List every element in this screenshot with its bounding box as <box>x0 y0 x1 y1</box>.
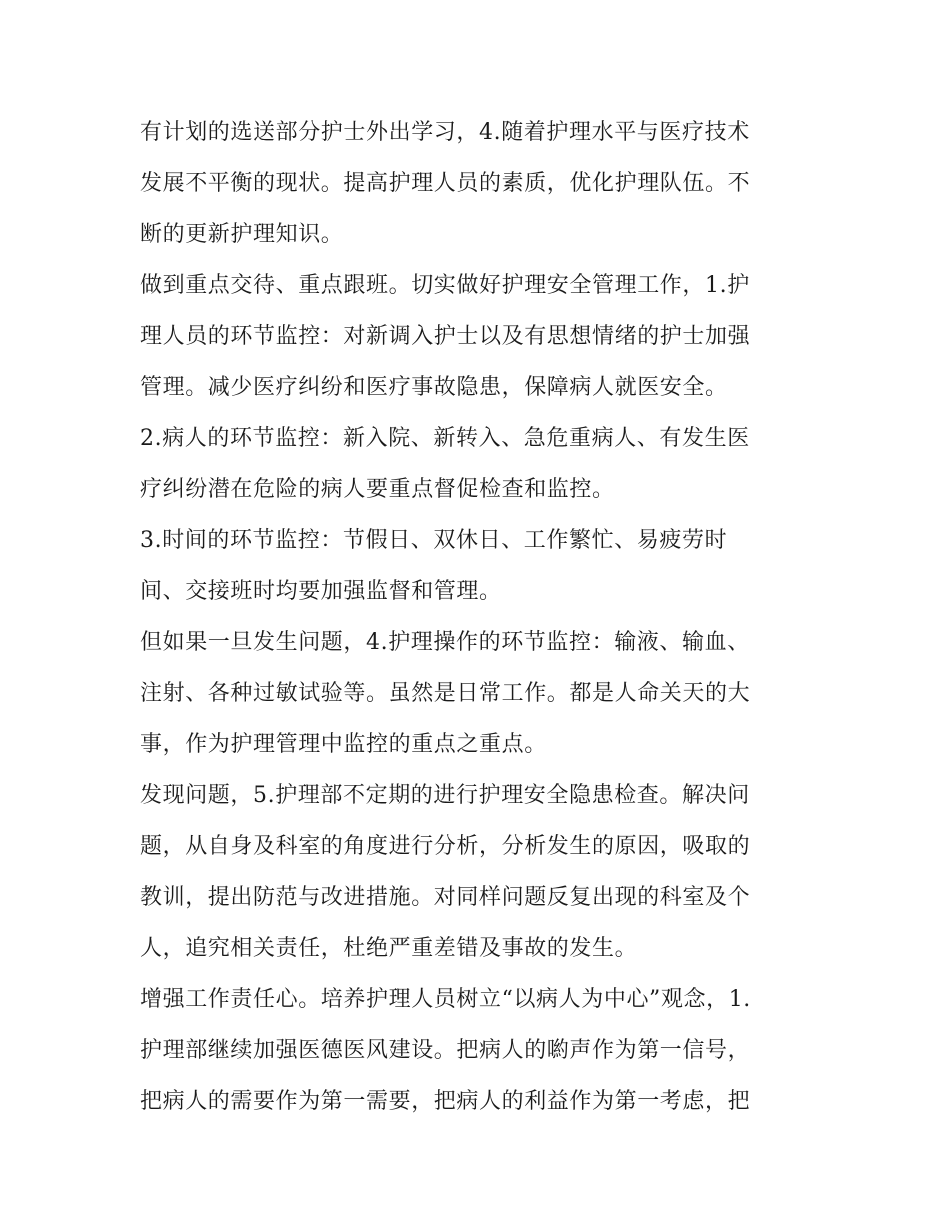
text-line: 把病人的需要作为第一需要，把病人的利益作为第一考虑，把 <box>140 1089 751 1114</box>
text-line: 有计划的选送部分护士外出学习，4.随着护理水平与医疗技术 <box>140 120 750 145</box>
text-line: 事，作为护理管理中监控的重点之重点。 <box>140 732 547 757</box>
text-line: 教训，提出防范与改进措施。对同样问题反复出现的科室及个 <box>140 885 751 910</box>
text-line: 增强工作责任心。培养护理人员树立“以病人为中心”观念，1. <box>140 987 751 1012</box>
text-line: 发展不平衡的现状。提高护理人员的素质，优化护理队伍。不 <box>140 171 751 196</box>
text-line: 理人员的环节监控：对新调入护士以及有思想情绪的护士加强 <box>140 324 751 349</box>
text-line: 疗纠纷潜在危险的病人要重点督促检查和监控。 <box>140 477 615 502</box>
text-line: 断的更新护理知识。 <box>140 222 344 247</box>
document-body <box>140 107 820 1127</box>
text-line: 发现问题，5.护理部不定期的进行护理安全隐患检查。解决问 <box>140 783 750 808</box>
text-line: 做到重点交待、重点跟班。切实做好护理安全管理工作，1.护 <box>140 273 750 298</box>
text-line: 人，追究相关责任，杜绝严重差错及事故的发生。 <box>140 936 638 961</box>
text-line: 3.时间的环节监控：节假日、双休日、工作繁忙、易疲劳时 <box>140 528 728 553</box>
text-line: 间、交接班时均要加强监督和管理。 <box>140 579 502 604</box>
text-line: 管理。减少医疗纠纷和医疗事故隐患，保障病人就医安全。 <box>140 375 728 400</box>
text-line: 注射、各种过敏试验等。虽然是日常工作。都是人命关天的大 <box>140 681 751 706</box>
text-line: 护理部继续加强医德医风建设。把病人的喲声作为第一信号， <box>140 1038 751 1063</box>
text-line: 2.病人的环节监控：新入院、新转入、急危重病人、有发生医 <box>140 426 750 451</box>
text-line: 但如果一旦发生问题，4.护理操作的环节监控：输液、输血、 <box>140 630 750 655</box>
text-line: 题，从自身及科室的角度进行分析，分析发生的原因，吸取的 <box>140 834 751 859</box>
